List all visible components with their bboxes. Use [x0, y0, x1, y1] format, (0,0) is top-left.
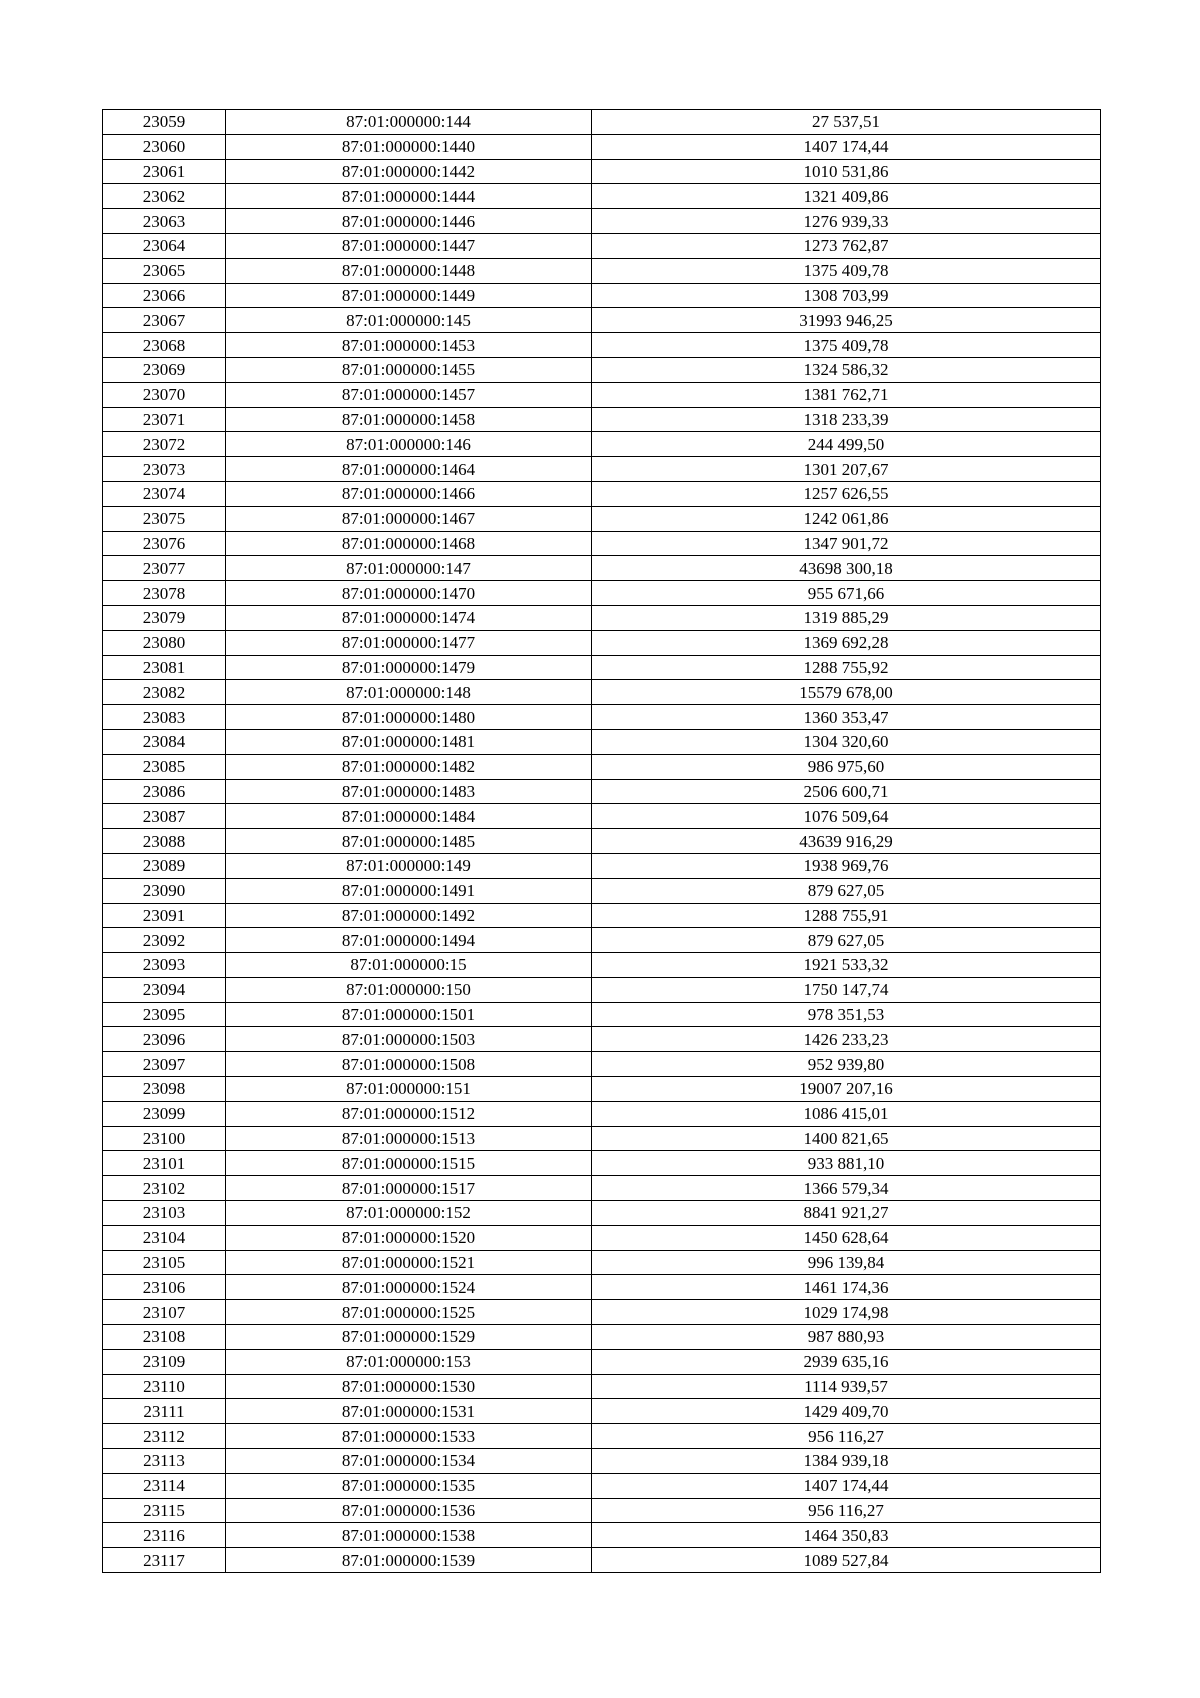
- value-cell: 956 116,27: [592, 1498, 1101, 1523]
- row-number-cell: 23065: [103, 258, 226, 283]
- table-row: [103, 357, 1101, 382]
- table-row: [103, 1126, 1101, 1151]
- table-row: [103, 1201, 1101, 1226]
- row-number-cell: 23081: [103, 655, 226, 680]
- cadastral-number-cell: 87:01:000000:144: [226, 110, 592, 135]
- value-cell: 1304 320,60: [592, 729, 1101, 754]
- row-number-cell: 23105: [103, 1250, 226, 1275]
- table-row: [103, 754, 1101, 779]
- value-cell: 1375 409,78: [592, 258, 1101, 283]
- row-number-cell: 23094: [103, 977, 226, 1002]
- table-row: [103, 481, 1101, 506]
- cadastral-number-cell: 87:01:000000:1494: [226, 928, 592, 953]
- table-row: [103, 308, 1101, 333]
- table-row: [103, 953, 1101, 978]
- table-row: [103, 1374, 1101, 1399]
- value-cell: 1407 174,44: [592, 1473, 1101, 1498]
- row-number-cell: 23069: [103, 357, 226, 382]
- table-row: [103, 977, 1101, 1002]
- row-number-cell: 23075: [103, 506, 226, 531]
- cadastral-number-cell: 87:01:000000:1508: [226, 1052, 592, 1077]
- value-cell: 1288 755,91: [592, 903, 1101, 928]
- cadastral-number-cell: 87:01:000000:1529: [226, 1325, 592, 1350]
- cadastral-number-cell: 87:01:000000:1503: [226, 1027, 592, 1052]
- table-row: [103, 1250, 1101, 1275]
- table-row: [103, 1449, 1101, 1474]
- cadastral-number-cell: 87:01:000000:1515: [226, 1151, 592, 1176]
- row-number-cell: 23080: [103, 630, 226, 655]
- table-row: [103, 407, 1101, 432]
- row-number-cell: 23099: [103, 1101, 226, 1126]
- value-cell: 1938 969,76: [592, 853, 1101, 878]
- table-row: [103, 804, 1101, 829]
- table-row: [103, 829, 1101, 854]
- table-row: [103, 283, 1101, 308]
- table-row: [103, 506, 1101, 531]
- row-number-cell: 23079: [103, 605, 226, 630]
- value-cell: 1086 415,01: [592, 1101, 1101, 1126]
- row-number-cell: 23070: [103, 382, 226, 407]
- cadastral-number-cell: 87:01:000000:1536: [226, 1498, 592, 1523]
- table-row: [103, 1548, 1101, 1573]
- table-row: [103, 581, 1101, 606]
- table-row: [103, 1523, 1101, 1548]
- value-cell: 244 499,50: [592, 432, 1101, 457]
- cadastral-number-cell: 87:01:000000:150: [226, 977, 592, 1002]
- table-row: [103, 1399, 1101, 1424]
- cadastral-number-cell: 87:01:000000:1449: [226, 283, 592, 308]
- row-number-cell: 23083: [103, 705, 226, 730]
- cadastral-number-cell: 87:01:000000:1467: [226, 506, 592, 531]
- row-number-cell: 23109: [103, 1349, 226, 1374]
- row-number-cell: 23073: [103, 457, 226, 482]
- cadastral-number-cell: 87:01:000000:152: [226, 1201, 592, 1226]
- cadastral-number-cell: 87:01:000000:1485: [226, 829, 592, 854]
- table-row: [103, 1424, 1101, 1449]
- cadastral-number-cell: 87:01:000000:1477: [226, 630, 592, 655]
- table-row: [103, 1498, 1101, 1523]
- cadastral-number-cell: 87:01:000000:149: [226, 853, 592, 878]
- row-number-cell: 23076: [103, 531, 226, 556]
- cadastral-number-cell: 87:01:000000:1446: [226, 209, 592, 234]
- row-number-cell: 23095: [103, 1002, 226, 1027]
- cadastral-number-cell: 87:01:000000:1484: [226, 804, 592, 829]
- table-row: [103, 1077, 1101, 1102]
- value-cell: 1461 174,36: [592, 1275, 1101, 1300]
- value-cell: 19007 207,16: [592, 1077, 1101, 1102]
- row-number-cell: 23116: [103, 1523, 226, 1548]
- value-cell: 1242 061,86: [592, 506, 1101, 531]
- table-row: [103, 333, 1101, 358]
- row-number-cell: 23077: [103, 556, 226, 581]
- cadastral-number-cell: 87:01:000000:1534: [226, 1449, 592, 1474]
- row-number-cell: 23115: [103, 1498, 226, 1523]
- row-number-cell: 23101: [103, 1151, 226, 1176]
- cadastral-number-cell: 87:01:000000:1517: [226, 1176, 592, 1201]
- row-number-cell: 23089: [103, 853, 226, 878]
- table-row: [103, 556, 1101, 581]
- value-cell: 1308 703,99: [592, 283, 1101, 308]
- row-number-cell: 23111: [103, 1399, 226, 1424]
- row-number-cell: 23082: [103, 680, 226, 705]
- table-row: [103, 110, 1101, 135]
- table-row: [103, 1101, 1101, 1126]
- value-cell: 1076 509,64: [592, 804, 1101, 829]
- table-row: [103, 1225, 1101, 1250]
- row-number-cell: 23084: [103, 729, 226, 754]
- value-cell: 1450 628,64: [592, 1225, 1101, 1250]
- row-number-cell: 23062: [103, 184, 226, 209]
- table-row: [103, 258, 1101, 283]
- cadastral-number-cell: 87:01:000000:147: [226, 556, 592, 581]
- value-cell: 1319 885,29: [592, 605, 1101, 630]
- cadastral-number-cell: 87:01:000000:1470: [226, 581, 592, 606]
- value-cell: 2506 600,71: [592, 779, 1101, 804]
- value-cell: 1321 409,86: [592, 184, 1101, 209]
- cadastral-number-cell: 87:01:000000:1530: [226, 1374, 592, 1399]
- row-number-cell: 23061: [103, 159, 226, 184]
- cadastral-number-cell: 87:01:000000:1513: [226, 1126, 592, 1151]
- value-cell: 1029 174,98: [592, 1300, 1101, 1325]
- value-cell: 1381 762,71: [592, 382, 1101, 407]
- value-cell: 1369 692,28: [592, 630, 1101, 655]
- row-number-cell: 23092: [103, 928, 226, 953]
- value-cell: 1426 233,23: [592, 1027, 1101, 1052]
- row-number-cell: 23114: [103, 1473, 226, 1498]
- value-cell: 1347 901,72: [592, 531, 1101, 556]
- row-number-cell: 23102: [103, 1176, 226, 1201]
- row-number-cell: 23098: [103, 1077, 226, 1102]
- value-cell: 1257 626,55: [592, 481, 1101, 506]
- cadastral-number-cell: 87:01:000000:1533: [226, 1424, 592, 1449]
- table-body: [103, 110, 1101, 1573]
- table-row: [103, 1151, 1101, 1176]
- table-row: [103, 184, 1101, 209]
- row-number-cell: 23063: [103, 209, 226, 234]
- row-number-cell: 23090: [103, 878, 226, 903]
- cadastral-number-cell: 87:01:000000:1457: [226, 382, 592, 407]
- cadastral-number-cell: 87:01:000000:1448: [226, 258, 592, 283]
- value-cell: 955 671,66: [592, 581, 1101, 606]
- cadastral-number-cell: 87:01:000000:1442: [226, 159, 592, 184]
- table-row: [103, 878, 1101, 903]
- cadastral-number-cell: 87:01:000000:145: [226, 308, 592, 333]
- table-row: [103, 1325, 1101, 1350]
- value-cell: 1384 939,18: [592, 1449, 1101, 1474]
- row-number-cell: 23097: [103, 1052, 226, 1077]
- table-row: [103, 1473, 1101, 1498]
- value-cell: 1429 409,70: [592, 1399, 1101, 1424]
- value-cell: 1288 755,92: [592, 655, 1101, 680]
- cadastral-number-cell: 87:01:000000:1492: [226, 903, 592, 928]
- row-number-cell: 23068: [103, 333, 226, 358]
- row-number-cell: 23060: [103, 134, 226, 159]
- value-cell: 1366 579,34: [592, 1176, 1101, 1201]
- table-row: [103, 680, 1101, 705]
- value-cell: 987 880,93: [592, 1325, 1101, 1350]
- row-number-cell: 23072: [103, 432, 226, 457]
- cadastral-number-cell: 87:01:000000:1481: [226, 729, 592, 754]
- cadastral-number-cell: 87:01:000000:1482: [226, 754, 592, 779]
- table-row: [103, 457, 1101, 482]
- value-cell: 2939 635,16: [592, 1349, 1101, 1374]
- cadastral-number-cell: 87:01:000000:1538: [226, 1523, 592, 1548]
- value-cell: 27 537,51: [592, 110, 1101, 135]
- cadastral-number-cell: 87:01:000000:153: [226, 1349, 592, 1374]
- row-number-cell: 23106: [103, 1275, 226, 1300]
- row-number-cell: 23093: [103, 953, 226, 978]
- value-cell: 43698 300,18: [592, 556, 1101, 581]
- table-row: [103, 1275, 1101, 1300]
- row-number-cell: 23085: [103, 754, 226, 779]
- cadastral-number-cell: 87:01:000000:1453: [226, 333, 592, 358]
- cadastral-number-cell: 87:01:000000:1531: [226, 1399, 592, 1424]
- table-row: [103, 531, 1101, 556]
- cadastral-value-table: [102, 109, 1101, 1573]
- table-row: [103, 159, 1101, 184]
- value-cell: 996 139,84: [592, 1250, 1101, 1275]
- table-row: [103, 382, 1101, 407]
- table-row: [103, 853, 1101, 878]
- cadastral-number-cell: 87:01:000000:1483: [226, 779, 592, 804]
- value-cell: 15579 678,00: [592, 680, 1101, 705]
- value-cell: 1375 409,78: [592, 333, 1101, 358]
- table-row: [103, 605, 1101, 630]
- row-number-cell: 23091: [103, 903, 226, 928]
- table-row: [103, 779, 1101, 804]
- row-number-cell: 23107: [103, 1300, 226, 1325]
- table-row: [103, 928, 1101, 953]
- cadastral-number-cell: 87:01:000000:1468: [226, 531, 592, 556]
- value-cell: 1921 533,32: [592, 953, 1101, 978]
- cadastral-number-cell: 87:01:000000:1474: [226, 605, 592, 630]
- value-cell: 1400 821,65: [592, 1126, 1101, 1151]
- cadastral-number-cell: 87:01:000000:1480: [226, 705, 592, 730]
- row-number-cell: 23088: [103, 829, 226, 854]
- cadastral-number-cell: 87:01:000000:1464: [226, 457, 592, 482]
- cadastral-number-cell: 87:01:000000:1512: [226, 1101, 592, 1126]
- value-cell: 879 627,05: [592, 878, 1101, 903]
- cadastral-number-cell: 87:01:000000:1524: [226, 1275, 592, 1300]
- cadastral-number-cell: 87:01:000000:148: [226, 680, 592, 705]
- table-row: [103, 630, 1101, 655]
- cadastral-number-cell: 87:01:000000:1479: [226, 655, 592, 680]
- value-cell: 1750 147,74: [592, 977, 1101, 1002]
- cadastral-number-cell: 87:01:000000:151: [226, 1077, 592, 1102]
- cadastral-number-cell: 87:01:000000:1501: [226, 1002, 592, 1027]
- value-cell: 879 627,05: [592, 928, 1101, 953]
- cadastral-number-cell: 87:01:000000:146: [226, 432, 592, 457]
- table-row: [103, 1300, 1101, 1325]
- value-cell: 1360 353,47: [592, 705, 1101, 730]
- cadastral-number-cell: 87:01:000000:1521: [226, 1250, 592, 1275]
- cadastral-number-cell: 87:01:000000:1458: [226, 407, 592, 432]
- table-row: [103, 432, 1101, 457]
- table-row: [103, 233, 1101, 258]
- cadastral-number-cell: 87:01:000000:15: [226, 953, 592, 978]
- cadastral-number-cell: 87:01:000000:1525: [226, 1300, 592, 1325]
- cadastral-number-cell: 87:01:000000:1466: [226, 481, 592, 506]
- row-number-cell: 23064: [103, 233, 226, 258]
- value-cell: 952 939,80: [592, 1052, 1101, 1077]
- table-row: [103, 1176, 1101, 1201]
- table-row: [103, 1027, 1101, 1052]
- value-cell: 1276 939,33: [592, 209, 1101, 234]
- value-cell: 1114 939,57: [592, 1374, 1101, 1399]
- row-number-cell: 23103: [103, 1201, 226, 1226]
- row-number-cell: 23104: [103, 1225, 226, 1250]
- row-number-cell: 23074: [103, 481, 226, 506]
- table-row: [103, 729, 1101, 754]
- row-number-cell: 23100: [103, 1126, 226, 1151]
- table-row: [103, 1002, 1101, 1027]
- table-row: [103, 655, 1101, 680]
- cadastral-number-cell: 87:01:000000:1520: [226, 1225, 592, 1250]
- row-number-cell: 23067: [103, 308, 226, 333]
- row-number-cell: 23086: [103, 779, 226, 804]
- cadastral-number-cell: 87:01:000000:1440: [226, 134, 592, 159]
- row-number-cell: 23113: [103, 1449, 226, 1474]
- row-number-cell: 23087: [103, 804, 226, 829]
- row-number-cell: 23066: [103, 283, 226, 308]
- table-row: [103, 705, 1101, 730]
- table-row: [103, 134, 1101, 159]
- row-number-cell: 23078: [103, 581, 226, 606]
- value-cell: 978 351,53: [592, 1002, 1101, 1027]
- row-number-cell: 23096: [103, 1027, 226, 1052]
- row-number-cell: 23108: [103, 1325, 226, 1350]
- row-number-cell: 23071: [103, 407, 226, 432]
- value-cell: 43639 916,29: [592, 829, 1101, 854]
- cadastral-number-cell: 87:01:000000:1535: [226, 1473, 592, 1498]
- value-cell: 1010 531,86: [592, 159, 1101, 184]
- cadastral-number-cell: 87:01:000000:1455: [226, 357, 592, 382]
- table-row: [103, 1349, 1101, 1374]
- value-cell: 986 975,60: [592, 754, 1101, 779]
- value-cell: 1407 174,44: [592, 134, 1101, 159]
- cadastral-number-cell: 87:01:000000:1491: [226, 878, 592, 903]
- value-cell: 1089 527,84: [592, 1548, 1101, 1573]
- cadastral-number-cell: 87:01:000000:1539: [226, 1548, 592, 1573]
- value-cell: 933 881,10: [592, 1151, 1101, 1176]
- table-row: [103, 209, 1101, 234]
- table-row: [103, 903, 1101, 928]
- value-cell: 1301 207,67: [592, 457, 1101, 482]
- row-number-cell: 23059: [103, 110, 226, 135]
- row-number-cell: 23112: [103, 1424, 226, 1449]
- table-row: [103, 1052, 1101, 1077]
- value-cell: 1324 586,32: [592, 357, 1101, 382]
- row-number-cell: 23117: [103, 1548, 226, 1573]
- cadastral-number-cell: 87:01:000000:1447: [226, 233, 592, 258]
- value-cell: 1464 350,83: [592, 1523, 1101, 1548]
- value-cell: 1273 762,87: [592, 233, 1101, 258]
- value-cell: 956 116,27: [592, 1424, 1101, 1449]
- row-number-cell: 23110: [103, 1374, 226, 1399]
- cadastral-number-cell: 87:01:000000:1444: [226, 184, 592, 209]
- value-cell: 1318 233,39: [592, 407, 1101, 432]
- value-cell: 31993 946,25: [592, 308, 1101, 333]
- value-cell: 8841 921,27: [592, 1201, 1101, 1226]
